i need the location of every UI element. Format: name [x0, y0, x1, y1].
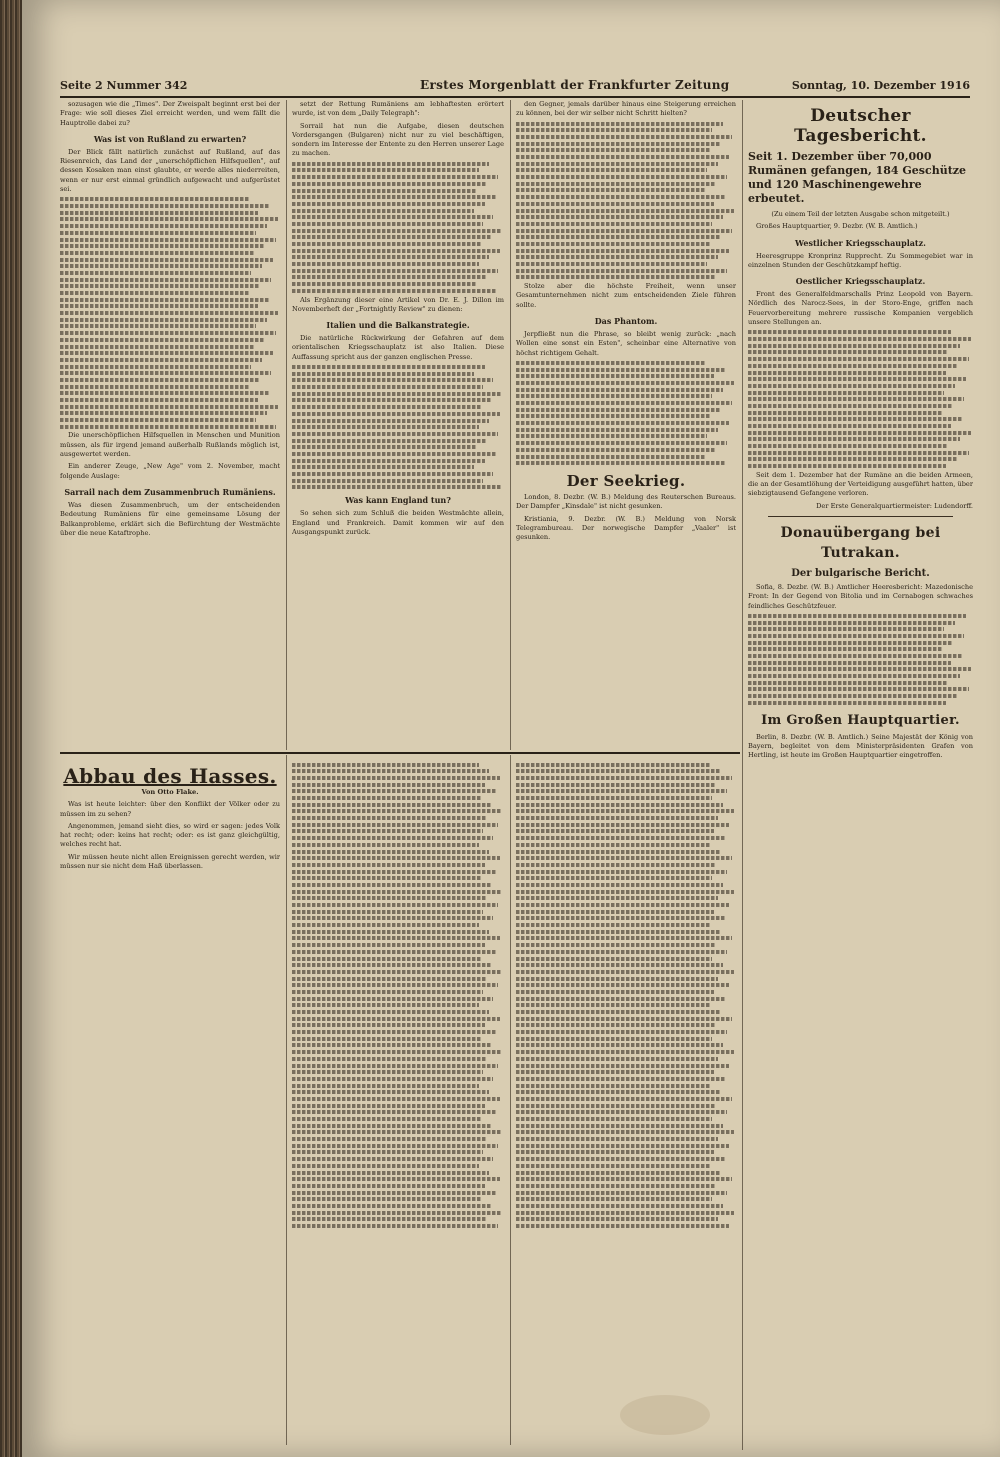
paragraph: sozusagen wie die „Times". Der Zweispalt beginnt erst bei der Frage: wie soll dieses Ziel erreicht werden, und wem fällt die Hauptrolle dabei zu?: [60, 100, 280, 127]
paragraph: Wir müssen heute nicht allen Ereignissen gerecht werden, wir müssen nur sie nicht dem Haß überlassen.: [60, 852, 280, 871]
paragraph: Angenommen, jemand sieht dies, so wird er sagen: jedes Volk hat recht; oder: keins hat recht; oder: es ist ganz gleichgültig, welches recht hat.: [60, 821, 280, 849]
text-block: [292, 763, 504, 1228]
text-block: [292, 365, 504, 489]
section-heading: Sarrail nach dem Zusammenbruch Rumäniens.: [64, 486, 276, 497]
column-rule: [286, 755, 287, 1445]
paragraph: Was ist heute leichter: über den Konflikt der Völker oder zu müssen im zu sehen?: [60, 800, 280, 818]
section-heading: Westlicher Kriegsschauplatz.: [795, 237, 926, 248]
section-heading: Was kann England tun?: [345, 495, 451, 506]
divider: [768, 516, 953, 517]
text-block: [748, 614, 973, 705]
paragraph: setzt der Rettung Rumäniens am lebhaftesten erörtert wurde, ist von dem „Daily Telegraph":: [292, 100, 504, 118]
article-column-3: [516, 100, 736, 748]
paragraph: Sofia, 8. Dezbr. (W. B.) Amtlicher Heeresbericht: Mazedonische Front: In der Gegend von Bitolia und im Cernabogen schwaches feindliches Geschützfeuer.: [748, 583, 973, 610]
section-heading: Das Phantom.: [594, 315, 658, 326]
feature-column-1: [60, 760, 280, 1440]
page-number: Seite 2 Nummer 342: [60, 79, 188, 92]
article-column-1: [60, 100, 280, 748]
paragraph: Ein anderer Zeuge, „New Age" vom 2. November, macht folgende Auslage:: [60, 462, 280, 480]
feature-author: Von Otto Flake.: [141, 788, 199, 796]
paper-stain: [620, 1395, 710, 1435]
lead-headline: Seit 1. Dezember über 70,000 Rumänen gefangen, 184 Geschütze und 120 Maschinengewehre erbeutet.: [748, 150, 967, 205]
book-binding: [0, 0, 22, 1457]
column-rule: [286, 100, 287, 750]
section-heading: Der bulgarische Bericht.: [791, 568, 930, 579]
newspaper-title: Erstes Morgenblatt der Frankfurter Zeitung: [420, 78, 730, 92]
text-block: [292, 162, 504, 293]
paragraph: Sorrail hat nun die Aufgabe, diesen deutschen Vordersgangen (Bulgaren) nicht nur zu viel beschäftigen, sondern im Interesse der Entente zu den Herren unserer Lage zu machen.: [292, 121, 504, 158]
section-heading: Oestlicher Kriegsschauplatz.: [795, 276, 926, 287]
column-rule: [510, 755, 511, 1445]
note: (Zu einem Teil der letzten Ausgabe schon mitgeteilt.): [771, 210, 950, 218]
signature: Der Erste Generalquartiermeister: Ludendorff.: [816, 501, 973, 510]
paragraph: So sehen sich zum Schluß die beiden Westmächte allein, England und Frankreich. Damit kommen wir auf den Ausgangspunkt zurück.: [292, 509, 504, 536]
section-heading: Italien und die Balkanstrategie.: [326, 320, 470, 331]
paragraph: Was diesen Zusammenbruch, um der entscheidenden Bedeutung Rumäniens für eine gemeinsame Lösung der Balkanprobleme, erklärt sich die Befürchtung der Westmächte über die neue Kataftrophe.: [60, 500, 280, 537]
article-column-4: [748, 100, 973, 1440]
text-block: [516, 763, 736, 1228]
text-block: [516, 361, 736, 465]
paragraph: den Gegner, jemals darüber hinaus eine Steigerung erreichen zu können, bei der wir selber nicht Schritt hielten?: [516, 100, 736, 118]
section-rule: [60, 752, 740, 754]
paragraph: Seit dem 1. Dezember hat der Rumäne an die beiden Armeen, die an der Gesamtlöhung der Verteidigung ausgeführt hatten, über siebzigtausend Gefangene verloren.: [748, 470, 973, 498]
section-heading: Deutscher Tagesbericht.: [794, 106, 927, 146]
dateline: Großes Hauptquartier, 9. Dezbr. (W. B. Amtlich.): [756, 222, 918, 231]
feature-title: Abbau des Hasses.: [63, 764, 277, 788]
paragraph: Berlin, 8. Dezbr. (W. B. Amtlich.) Seine Majestät der König von Bayern, begleitet von dem Ministerpräsidenten Grafen von Hertling, ist heute im Großen Hauptquartier eingetroffen.: [748, 732, 973, 760]
feature-column-2: [292, 760, 504, 1440]
section-heading: Der Seekrieg.: [566, 472, 686, 491]
section-heading: Im Großen Hauptquartier.: [761, 712, 960, 728]
text-block: [60, 197, 280, 428]
paragraph: Kristiania, 9. Dezbr. (W. B.) Meldung von Norsk Telegrambureau. Der norwegische Dampfer „Vaaler" ist gesunken.: [516, 514, 736, 542]
column-rule: [742, 100, 743, 1450]
paragraph: London, 8. Dezbr. (W. B.) Meldung des Reuterschen Bureaus. Der Dampfer „Kinsdale" ist nicht gesunken.: [516, 493, 736, 511]
paragraph: Heeresgruppe Kronprinz Rupprecht. Zu Sommegebiet war in einzelnen Stunden der Geschützkampf heftig.: [748, 251, 973, 269]
feature-column-3: [516, 760, 736, 1440]
paragraph: Der Blick fällt natürlich zunächst auf Rußland, auf das Riesenreich, das Land der „unerschöpflichen Hilfsquellen", auf dessen Kosaken man einst glaubte, er werde alles niederreiten, wenn er nur erst einmal gründlich aufgewacht und aufgerüstet sei.: [60, 147, 280, 194]
masthead: [60, 78, 970, 98]
section-heading: Was ist von Rußland zu erwarten?: [93, 133, 247, 144]
issue-date: Sonntag, 10. Dezember 1916: [791, 79, 970, 92]
paragraph: Stolze aber die höchste Freiheit, wenn unser Gesamtunternehmen nicht zum entscheidenden Ziele führen sollte.: [516, 282, 736, 309]
paragraph: Jerpfließt nun die Phrase, so bleibt wenig zurück: „nach Wollen eine sonst ein Esten", scheinbar eine Alternative von höchst richtigem Gehalt.: [516, 329, 736, 357]
article-column-2: [292, 100, 504, 748]
text-block: [516, 122, 736, 280]
column-rule: [510, 100, 511, 750]
text-block: [748, 330, 973, 468]
paragraph: Als Ergänzung dieser eine Artikel von Dr. E. J. Dillon im Novemberheft der „Fortnightly Review" zu dienen:: [292, 295, 504, 313]
paragraph: Die natürliche Rückwirkung der Gefahren auf dem orientalischen Kriegsschauplatz ist also Italien. Diese Auffassung spricht aus der ganzen englischen Presse.: [292, 334, 504, 361]
paragraph: Die unerschöpflichen Hilfsquellen in Menschen und Munition müssen, als für irgend jemand außerhalb Rußlands möglich ist, ausgewertet werden.: [60, 431, 280, 459]
paragraph: Front des Generalfeldmarschalls Prinz Leopold von Bayern. Nördlich des Narocz-Sees, in der Storo-Enge, griffen nach Feuervorbereitung mehrere russische Kompanien vergeblich unsere Stellungen an.: [748, 290, 973, 327]
section-heading: Donauübergang bei Tutrakan.: [780, 525, 941, 561]
